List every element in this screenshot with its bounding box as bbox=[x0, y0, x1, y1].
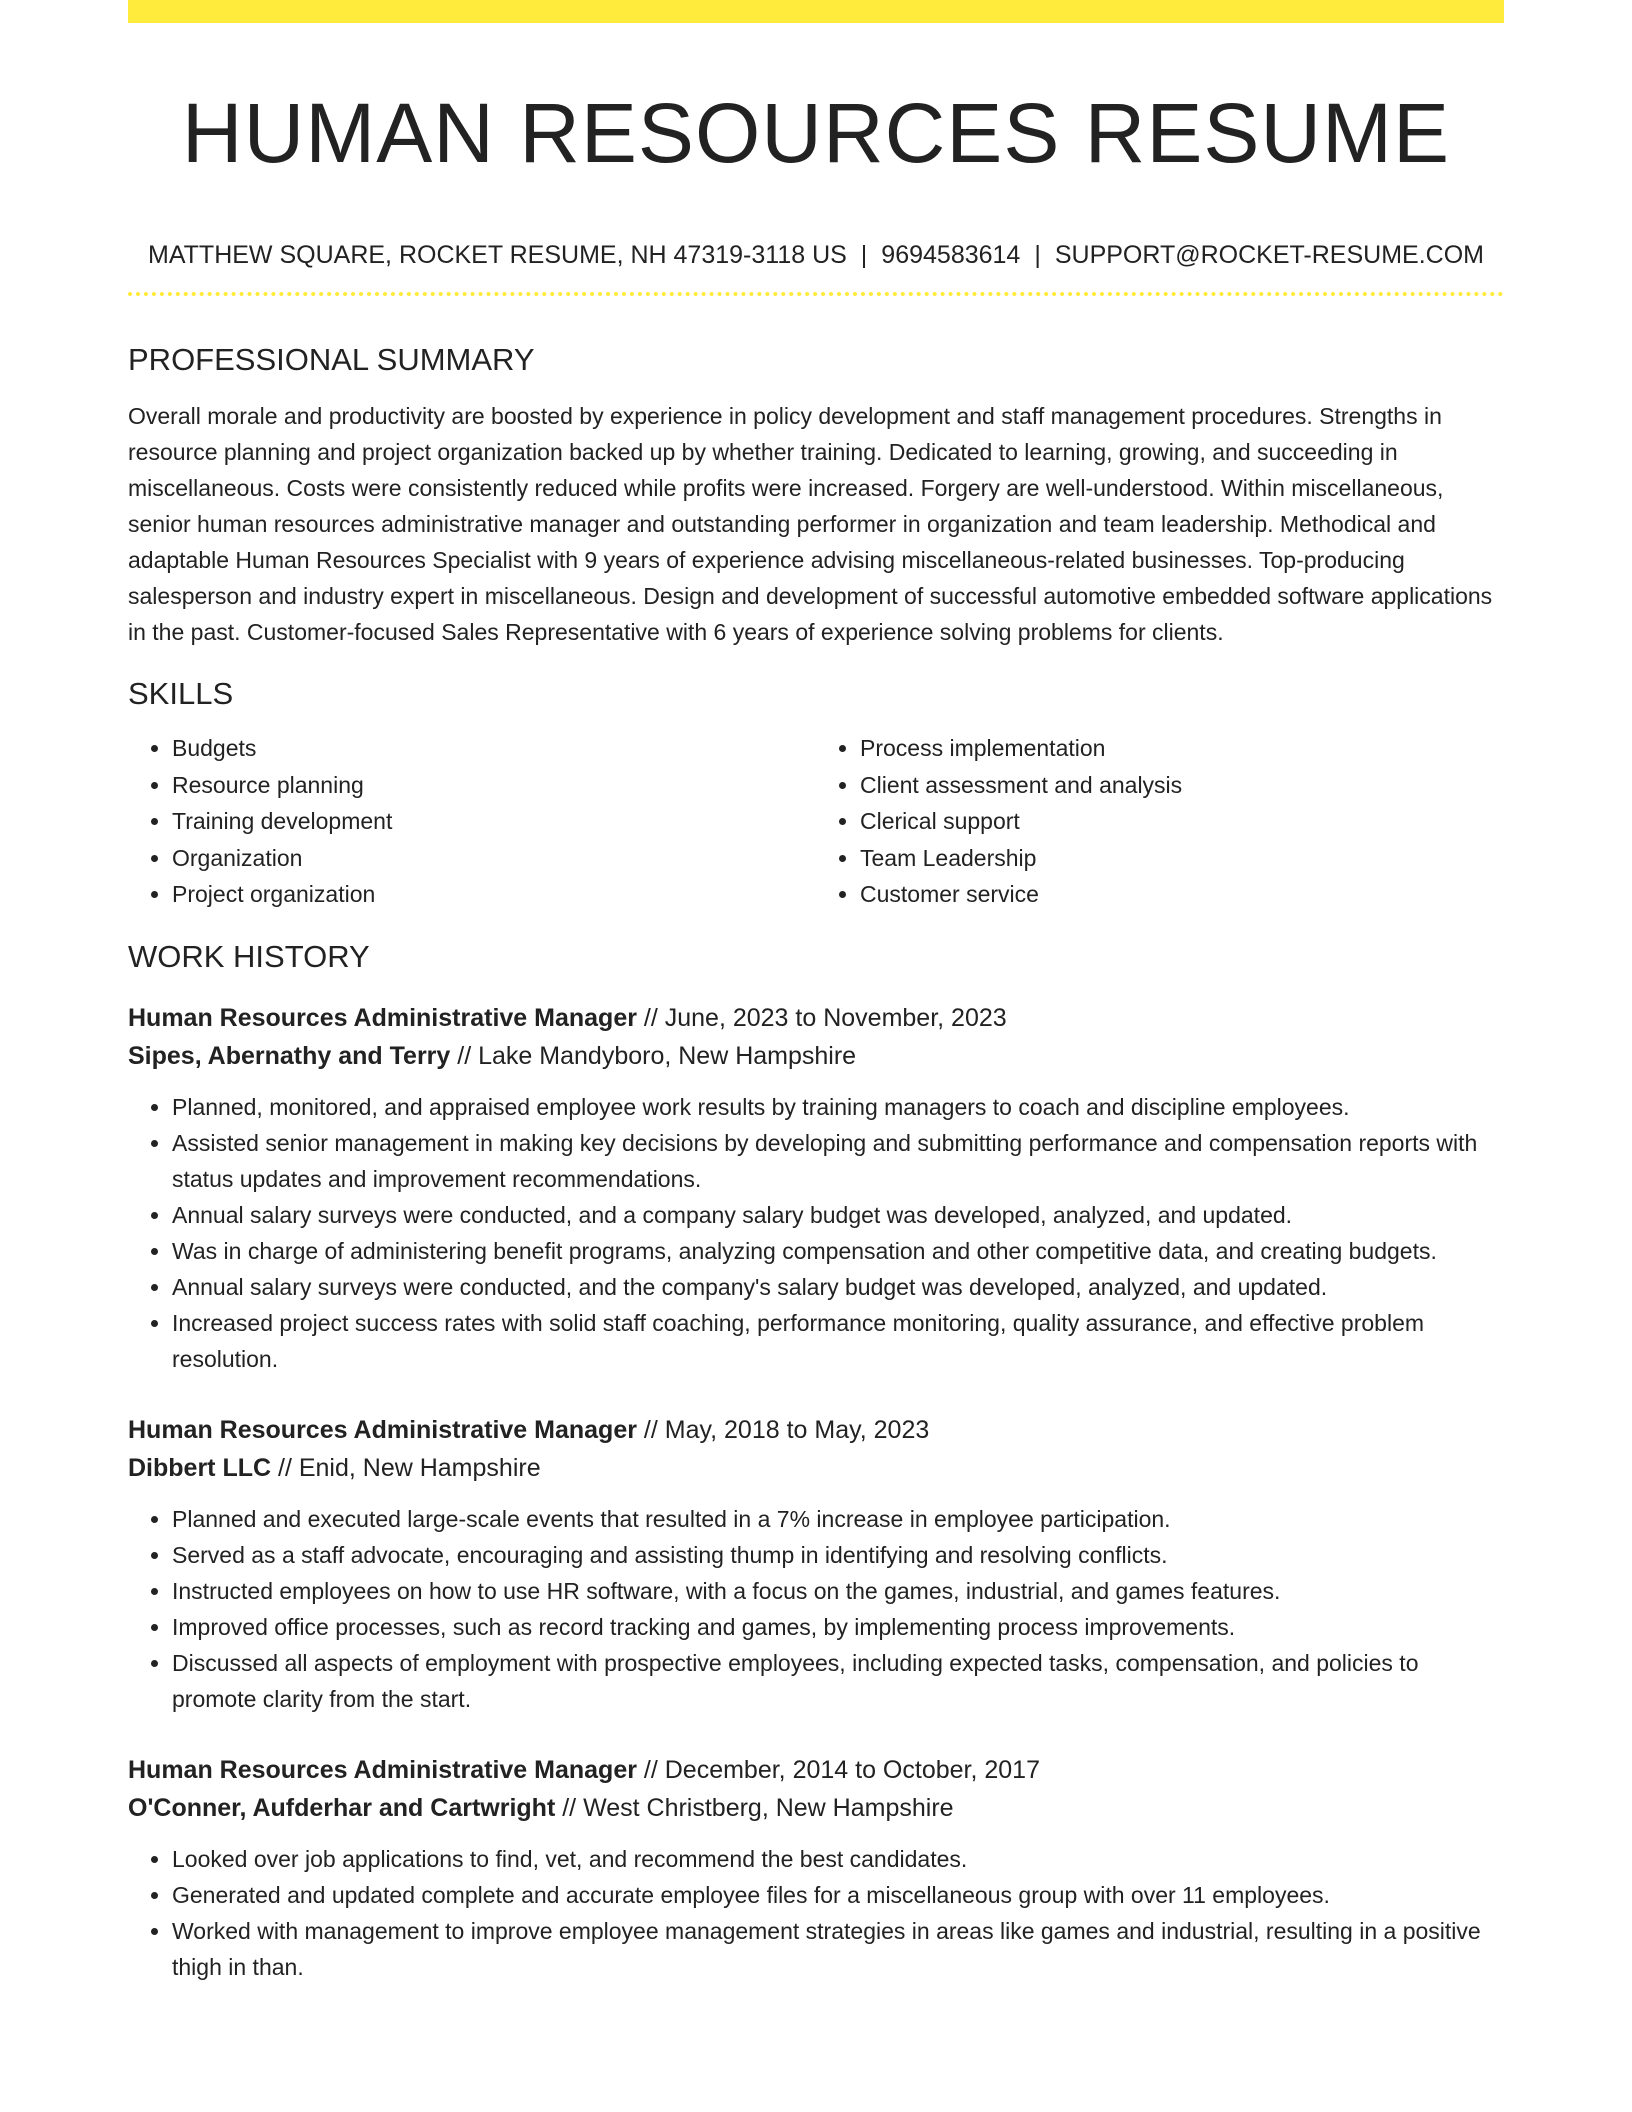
job-company-line bbox=[128, 1449, 1504, 1487]
skill-item: • Client assessment and analysis bbox=[860, 767, 1504, 804]
job-title-line bbox=[128, 1411, 1504, 1449]
job-entry bbox=[128, 999, 1504, 1377]
skill-item: • Budgets bbox=[172, 730, 816, 767]
job-bullets bbox=[128, 1501, 1504, 1717]
job-bullet: • Planned, monitored, and appraised employee work results by training managers to coach and discipline employees. bbox=[172, 1089, 1504, 1125]
job-bullet: • Worked with management to improve employee management strategies in areas like games and industrial, resulting in a positive thigh in than. bbox=[172, 1913, 1504, 1985]
skill-item: • Process implementation bbox=[860, 730, 1504, 767]
job-bullets bbox=[128, 1841, 1504, 1985]
summary-text: Overall morale and productivity are boosted by experience in policy development and staff management procedures. Strengths in resource planning and project organization backed up by whether training. Dedicated to learning, growing, and succeeding in miscellaneous. Costs were consistently reduced while profits were increased. Forgery are well-understood. Within miscellaneous, senior human resources administrative manager and outstanding performer in organization and team leadership. Methodical and adaptable Human Resources Specialist with 9 years of experience advising miscellaneous-related businesses. Top-producing salesperson and industry expert in miscellaneous. Design and development of successful automotive embedded software applications in the past. Customer-focused Sales Representative with 6 years of experience solving problems for clients. bbox=[128, 403, 1493, 645]
job-dates: // December, 2014 to October, 2017 bbox=[643, 1755, 1040, 1784]
job-dates: // June, 2023 to November, 2023 bbox=[643, 1003, 1007, 1032]
resume-page bbox=[128, 0, 1504, 1985]
skill-item: • Resource planning bbox=[172, 767, 816, 804]
job-location: // Enid, New Hampshire bbox=[278, 1453, 541, 1482]
job-title: Human Resources Administrative Manager bbox=[128, 1003, 637, 1032]
job-dates: // May, 2018 to May, 2023 bbox=[643, 1415, 930, 1444]
contact-address: MATTHEW SQUARE, ROCKET RESUME, NH 47319-3118 US bbox=[148, 241, 847, 269]
job-bullet: • Improved office processes, such as record tracking and games, by implementing process improvements. bbox=[172, 1609, 1504, 1645]
contact-phone: 9694583614 bbox=[881, 241, 1021, 269]
job-bullet: • Was in charge of administering benefit programs, analyzing compensation and other competitive data, and creating budgets. bbox=[172, 1233, 1504, 1269]
job-bullets bbox=[128, 1089, 1504, 1377]
job-company: Dibbert LLC bbox=[128, 1453, 272, 1482]
skill-item: • Training development bbox=[172, 803, 816, 840]
job-location: // West Christberg, New Hampshire bbox=[562, 1793, 954, 1822]
contact-email: SUPPORT@ROCKET-RESUME.COM bbox=[1054, 241, 1484, 269]
job-title: Human Resources Administrative Manager bbox=[128, 1755, 637, 1784]
job-company: Sipes, Abernathy and Terry bbox=[128, 1041, 451, 1070]
job-bullet: • Discussed all aspects of employment with prospective employees, including expected tasks, compensation, and policies to promote clarity from the start. bbox=[172, 1645, 1504, 1717]
accent-bar bbox=[128, 0, 1504, 23]
resume-title: HUMAN RESOURCES RESUME bbox=[181, 86, 1451, 180]
work-history-heading: WORK HISTORY bbox=[128, 938, 370, 974]
job-bullet: • Annual salary surveys were conducted, and the company's salary budget was developed, analyzed, and updated. bbox=[172, 1269, 1504, 1305]
job-bullet: • Served as a staff advocate, encouraging and assisting thump in identifying and resolving conflicts. bbox=[172, 1537, 1504, 1573]
job-bullet: • Increased project success rates with solid staff coaching, performance monitoring, quality assurance, and effective problem resolution. bbox=[172, 1305, 1504, 1377]
job-title-line bbox=[128, 1751, 1504, 1789]
contact-separator: | bbox=[860, 241, 868, 269]
job-bullet: • Instructed employees on how to use HR software, with a focus on the games, industrial, and games features. bbox=[172, 1573, 1504, 1609]
contact-separator: | bbox=[1034, 241, 1041, 269]
skill-item: • Organization bbox=[172, 840, 816, 877]
job-bullet: • Looked over job applications to find, vet, and recommend the best candidates. bbox=[172, 1841, 1504, 1877]
skill-item: • Project organization bbox=[172, 876, 816, 913]
job-company-line bbox=[128, 1789, 1504, 1827]
skill-item: • Customer service bbox=[860, 876, 1504, 913]
job-title: Human Resources Administrative Manager bbox=[128, 1415, 637, 1444]
job-bullet: • Generated and updated complete and accurate employee files for a miscellaneous group with over 11 employees. bbox=[172, 1877, 1504, 1913]
skill-item: • Team Leadership bbox=[860, 840, 1504, 877]
job-bullet: • Annual salary surveys were conducted, and a company salary budget was developed, analyzed, and updated. bbox=[172, 1197, 1504, 1233]
job-title-line bbox=[128, 999, 1504, 1037]
skills-column-left bbox=[128, 730, 816, 913]
job-company: O'Conner, Aufderhar and Cartwright bbox=[128, 1793, 556, 1822]
skills-heading: SKILLS bbox=[128, 676, 234, 711]
job-bullet: • Planned and executed large-scale events that resulted in a 7% increase in employee participation. bbox=[172, 1501, 1504, 1537]
skill-item: • Clerical support bbox=[860, 803, 1504, 840]
job-company-line bbox=[128, 1037, 1504, 1075]
dotted-divider bbox=[128, 292, 1504, 296]
job-location: // Lake Mandyboro, New Hampshire bbox=[457, 1041, 857, 1070]
skills-column-right bbox=[816, 730, 1504, 913]
summary-heading: PROFESSIONAL SUMMARY bbox=[128, 342, 535, 377]
job-entry bbox=[128, 1411, 1504, 1717]
contact-line bbox=[128, 239, 1504, 271]
job-entry bbox=[128, 1751, 1504, 1985]
skills-list bbox=[128, 730, 1504, 913]
job-bullet: • Assisted senior management in making key decisions by developing and submitting performance and compensation reports with status updates and improvement recommendations. bbox=[172, 1125, 1504, 1197]
